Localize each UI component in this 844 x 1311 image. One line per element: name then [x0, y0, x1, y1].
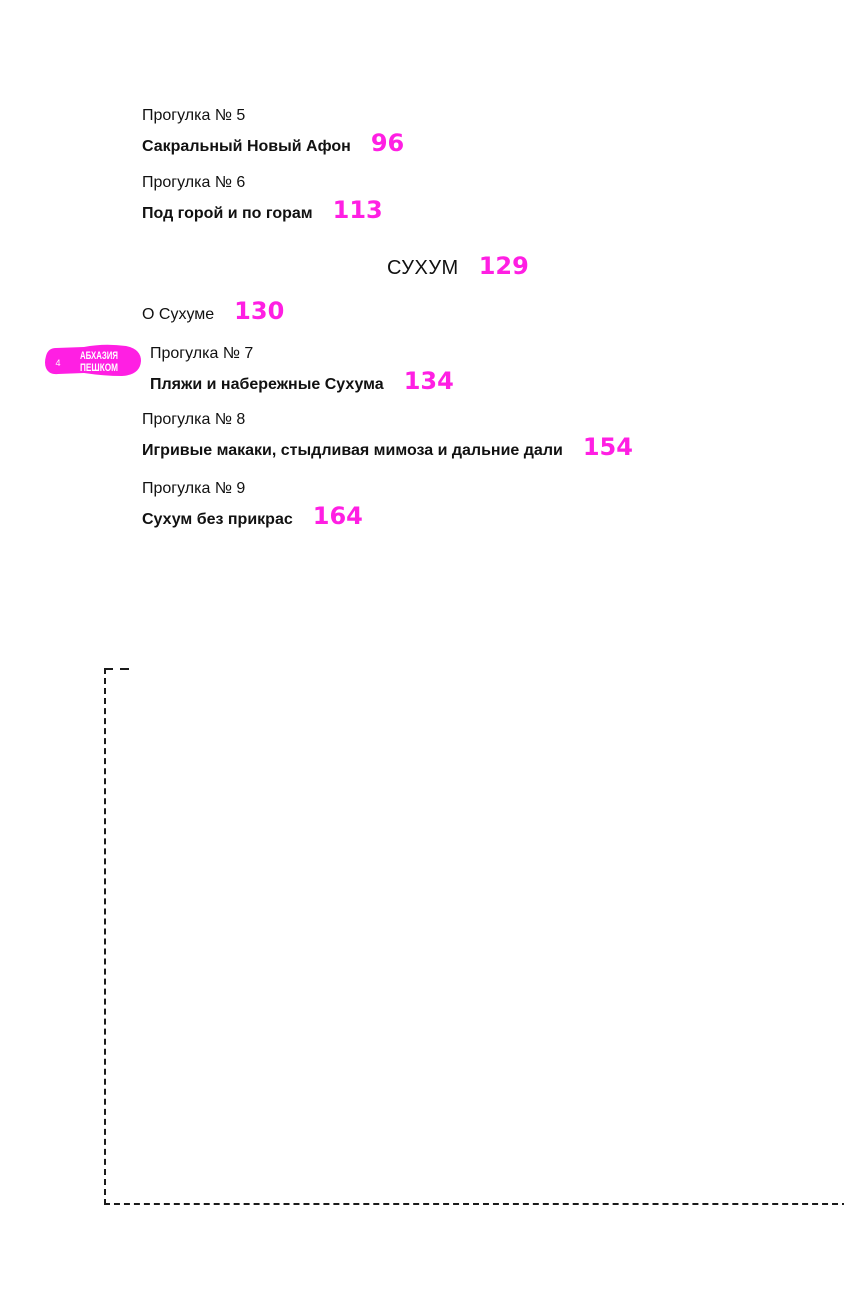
page-number: 164 [312, 502, 363, 530]
walk-title: Игривые макаки, стыдливая мимоза и дальние дали [142, 442, 563, 459]
walk-title: Сухум без прикрас [142, 511, 293, 528]
walk-label: Прогулка № 9 [142, 480, 246, 497]
toc-entry-walk-8 [142, 410, 633, 461]
section-page-number: 129 [478, 252, 529, 280]
walk-label: Прогулка № 5 [142, 107, 246, 124]
toc-entry-walk-5 [142, 106, 404, 157]
dashed-cut-frame [104, 668, 844, 1205]
toc-entry-walk-6 [142, 173, 383, 224]
walk-title: Пляжи и набережные Сухума [150, 376, 384, 393]
toc-entry-intro [142, 297, 284, 325]
badge-line-2: ПЕШКОМ [80, 362, 118, 374]
section-header [387, 252, 529, 280]
page-number: 96 [370, 129, 405, 157]
intro-title: О Сухуме [142, 306, 215, 323]
section-title: СУХУМ [387, 257, 459, 279]
toc-entry-walk-9 [142, 479, 363, 530]
walk-label: Прогулка № 6 [142, 174, 246, 191]
walk-title: Под горой и по горам [142, 205, 313, 222]
page-number: 154 [582, 433, 633, 461]
badge-line-1: АБХАЗИЯ [80, 350, 119, 362]
page-number: 130 [234, 297, 285, 325]
toc-entry-walk-7 [150, 344, 454, 395]
book-logo-badge [44, 343, 142, 378]
dashed-frame-top-edge [104, 668, 132, 670]
walk-label: Прогулка № 8 [142, 411, 246, 428]
page-number: 113 [332, 196, 383, 224]
page-number: 134 [403, 367, 454, 395]
badge-page-number: 4 [55, 358, 61, 368]
walk-label: Прогулка № 7 [150, 345, 254, 362]
walk-title: Сакральный Новый Афон [142, 138, 351, 155]
